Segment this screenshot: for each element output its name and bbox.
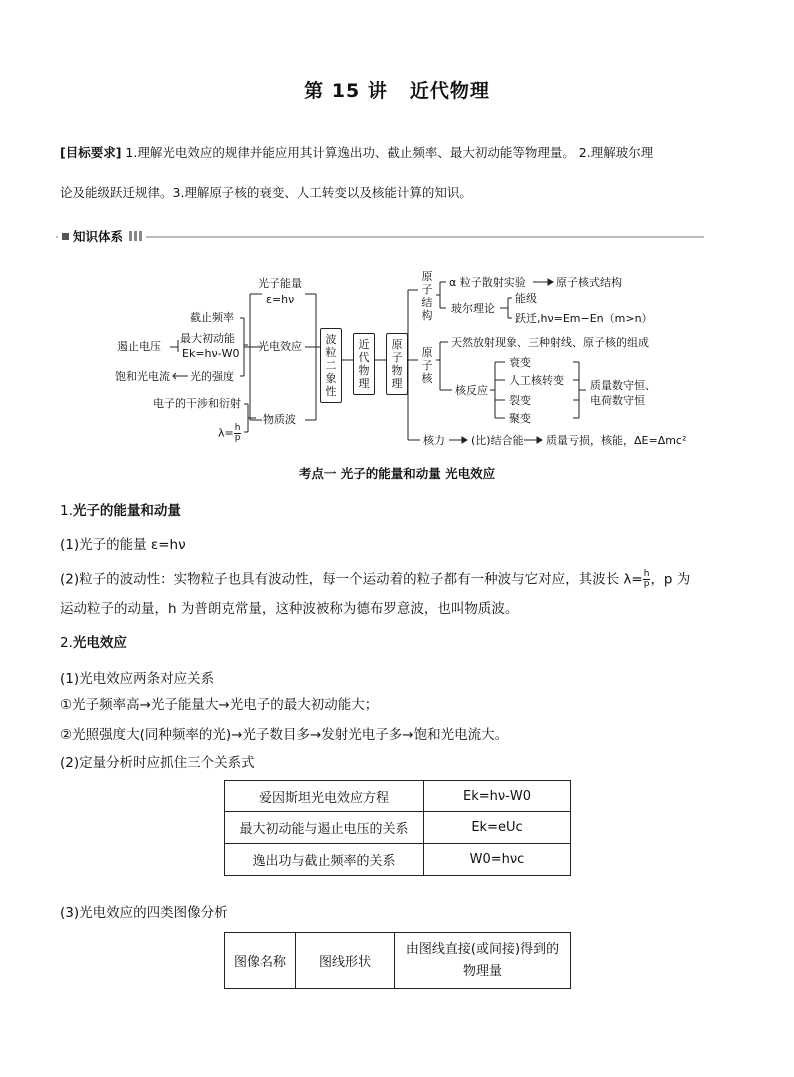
s1-heading (60, 502, 181, 520)
table-cell-formula: W0=hνc (424, 844, 571, 876)
de-broglie-formula (218, 424, 241, 443)
s1-line-2 (60, 570, 690, 589)
h-over-p (234, 424, 242, 443)
transition-node: 跃迁,hν=Em−En（m>n） (515, 312, 653, 325)
max-kinetic-energy-formula: Ek=hν-W0 (182, 347, 240, 360)
fission-node: 裂变 (509, 394, 531, 407)
table-row (225, 812, 571, 844)
nuclear-force-node: 核力 (423, 434, 445, 447)
modern-physics-box: 近代物理 (353, 333, 375, 395)
table-cell-formula: Ek=eUc (424, 812, 571, 844)
formula-table (224, 780, 571, 876)
wave-particle-box: 波粒二象性 (320, 328, 342, 403)
frac-h-2: h (643, 569, 650, 579)
max-kinetic-energy-node: 最大初动能 (180, 332, 235, 345)
graph-analysis-table (224, 932, 571, 989)
charge-conservation: 电荷数守恒 (590, 394, 645, 407)
binding-energy-node: (比)结合能 (471, 434, 524, 447)
photon-energy-formula: ε=hν (266, 293, 295, 306)
atomic-structure-node: 原子结构 (421, 270, 433, 322)
s2-heading (60, 634, 127, 652)
lambda-lhs: λ= (218, 426, 234, 440)
table-row (225, 844, 571, 876)
matter-wave-node: 物质波 (263, 413, 296, 426)
s1-line-3: 运动粒子的动量，h 为普朗克常量，这种波被称为德布罗意波，也叫物质波。 (60, 601, 519, 617)
mass-number-conservation: 质量数守恒、 (590, 379, 656, 392)
photon-energy-node: 光子能量 (258, 277, 302, 290)
nuclear-reaction-node: 核反应 (455, 384, 488, 397)
energy-level-node: 能级 (515, 292, 537, 305)
header-graph-shape: 图线形状 (296, 933, 395, 989)
electron-interference-node: 电子的干涉和衍射 (153, 397, 241, 410)
s2-heading-num: 2. (60, 635, 73, 651)
s2-line-3: ②光照强度大(同种频率的光)→光子数目多→发射光电子多→饱和光电流大。 (60, 727, 509, 743)
alpha-scattering-node: α 粒子散射实验 (449, 276, 526, 289)
mass-defect-node: 质量亏损，核能，ΔE=Δmc² (546, 434, 687, 447)
goals-label: [目标要求] (60, 145, 122, 160)
photoelectric-node: 光电效应 (258, 340, 302, 353)
header-derived-quantity (395, 933, 571, 989)
table-header-row (225, 933, 571, 989)
lecture-title: 近代物理 (409, 80, 490, 102)
header-derived-line-2: 物理量 (462, 963, 502, 979)
header-graph-name: 图像名称 (225, 933, 296, 989)
nuclear-model-node: 原子核式结构 (556, 276, 622, 289)
table-cell-name: 逸出功与截止频率的关系 (225, 844, 424, 876)
frac-p: p (234, 433, 241, 443)
stopping-voltage-node: 遏止电压 (117, 340, 161, 353)
s1-heading-num: 1. (60, 503, 73, 519)
table-cell-name: 爱因斯坦光电效应方程 (225, 781, 424, 812)
frac-p-2: p (643, 579, 650, 589)
s1-line-2a: (2)粒子的波动性：实物粒子也具有波动性，每一个运动着的粒子都有一种波与它对应，其波长 λ= (60, 571, 643, 588)
s1-heading-text: 光子的能量和动量 (72, 503, 181, 519)
atomic-physics-box: 原子物理 (386, 333, 408, 395)
light-intensity-node: 光的强度 (190, 370, 234, 383)
topic-heading: 考点一 光子的能量和动量 光电效应 (298, 466, 496, 481)
nucleus-node: 原子核 (421, 346, 433, 385)
header-derived-line-1: 由图线直接(或间接)得到的 (405, 941, 560, 957)
table-cell-formula: Ek=hν-W0 (424, 781, 571, 812)
decay-node: 衰变 (509, 356, 531, 369)
goals-text-1: 1.理解光电效应的规律并能应用其计算逸出功、截止频率、最大初动能等物理量。 2.理解玻尔理 (121, 145, 654, 160)
s1-line-1: (1)光子的能量 ε=hν (60, 537, 186, 553)
bohr-theory-node: 玻尔理论 (451, 302, 495, 315)
frac-h: h (234, 423, 241, 433)
fusion-node: 聚变 (509, 412, 531, 425)
s2-line-4: (2)定量分析时应抓住三个关系式 (60, 755, 255, 771)
saturation-current-node: 饱和光电流 (115, 370, 170, 383)
goals-text-2: 论及能级跃迁规律。3.理解原子核的衰变、人工转变以及核能计算的知识。 (60, 185, 472, 200)
s3-heading: (3)光电效应的四类图像分析 (60, 905, 228, 921)
table-cell-name: 最大初动能与遏止电压的关系 (225, 812, 424, 844)
table-row (225, 781, 571, 812)
s1-line-2b: ，p 为 (650, 571, 691, 588)
s2-heading-text: 光电效应 (72, 635, 127, 651)
natural-radioactivity-node: 天然放射现象、三种射线、原子核的组成 (451, 336, 649, 349)
s2-line-1: (1)光电效应两条对应关系 (60, 671, 215, 687)
lecture-number: 第 15 讲 (304, 80, 388, 102)
section-label: 知识体系 (73, 229, 124, 244)
cutoff-frequency-node: 截止频率 (190, 311, 234, 324)
s2-line-2: ①光子频率高→光子能量大→光电子的最大初动能大； (60, 697, 379, 713)
artificial-transmutation-node: 人工核转变 (509, 374, 564, 387)
